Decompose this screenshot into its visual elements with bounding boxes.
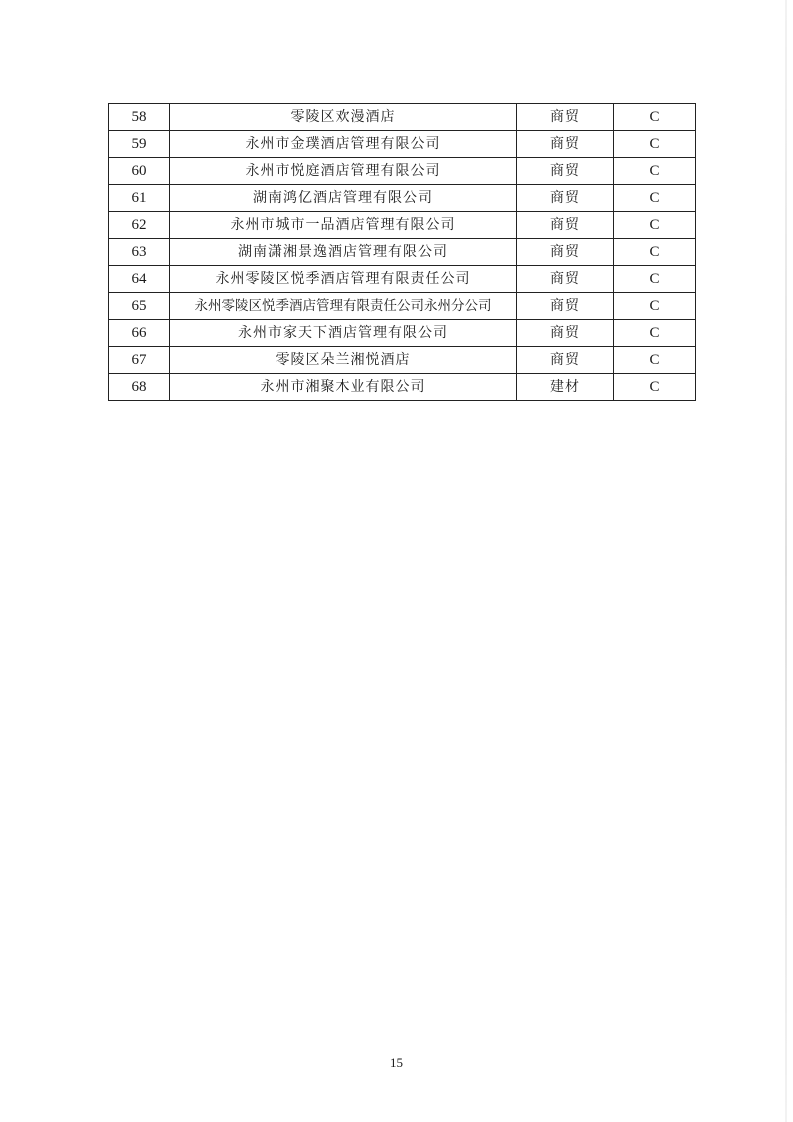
row-number: 64 [109,266,170,293]
scan-edge [785,0,787,1122]
grade: C [614,239,696,266]
row-number: 61 [109,185,170,212]
grade: C [614,104,696,131]
table-row [109,320,696,347]
industry: 商贸 [517,104,614,131]
row-number: 67 [109,347,170,374]
table-row [109,374,696,401]
industry: 商贸 [517,320,614,347]
row-number: 63 [109,239,170,266]
industry: 建材 [517,374,614,401]
table-row [109,293,696,320]
industry: 商贸 [517,185,614,212]
grade: C [614,131,696,158]
row-number: 58 [109,104,170,131]
company-name: 永州零陵区悦季酒店管理有限责任公司 [170,266,517,293]
industry: 商贸 [517,293,614,320]
grade: C [614,320,696,347]
company-name: 湖南鸿亿酒店管理有限公司 [170,185,517,212]
company-name: 永州市家天下酒店管理有限公司 [170,320,517,347]
row-number: 68 [109,374,170,401]
industry: 商贸 [517,158,614,185]
table-row [109,131,696,158]
table-row [109,266,696,293]
row-number: 59 [109,131,170,158]
company-name: 永州零陵区悦季酒店管理有限责任公司永州分公司 [170,293,517,320]
table-row [109,212,696,239]
company-name: 永州市金璞酒店管理有限公司 [170,131,517,158]
table-row [109,158,696,185]
industry: 商贸 [517,131,614,158]
industry: 商贸 [517,239,614,266]
grade: C [614,158,696,185]
table-row [109,104,696,131]
grade: C [614,266,696,293]
enterprise-table [108,103,696,401]
table-row [109,347,696,374]
grade: C [614,212,696,239]
grade: C [614,374,696,401]
grade: C [614,293,696,320]
industry: 商贸 [517,266,614,293]
industry: 商贸 [517,212,614,239]
company-name: 零陵区朵兰湘悦酒店 [170,347,517,374]
row-number: 60 [109,158,170,185]
company-name: 永州市湘聚木业有限公司 [170,374,517,401]
grade: C [614,347,696,374]
table-row [109,185,696,212]
company-name: 永州市悦庭酒店管理有限公司 [170,158,517,185]
table-row [109,239,696,266]
row-number: 65 [109,293,170,320]
company-name: 湖南潇湘景逸酒店管理有限公司 [170,239,517,266]
row-number: 62 [109,212,170,239]
grade: C [614,185,696,212]
industry: 商贸 [517,347,614,374]
page-number: 15 [390,1055,403,1070]
row-number: 66 [109,320,170,347]
company-name: 永州市城市一品酒店管理有限公司 [170,212,517,239]
table-body [109,104,696,401]
company-name: 零陵区欢漫酒店 [170,104,517,131]
enterprise-table-container [108,103,691,401]
